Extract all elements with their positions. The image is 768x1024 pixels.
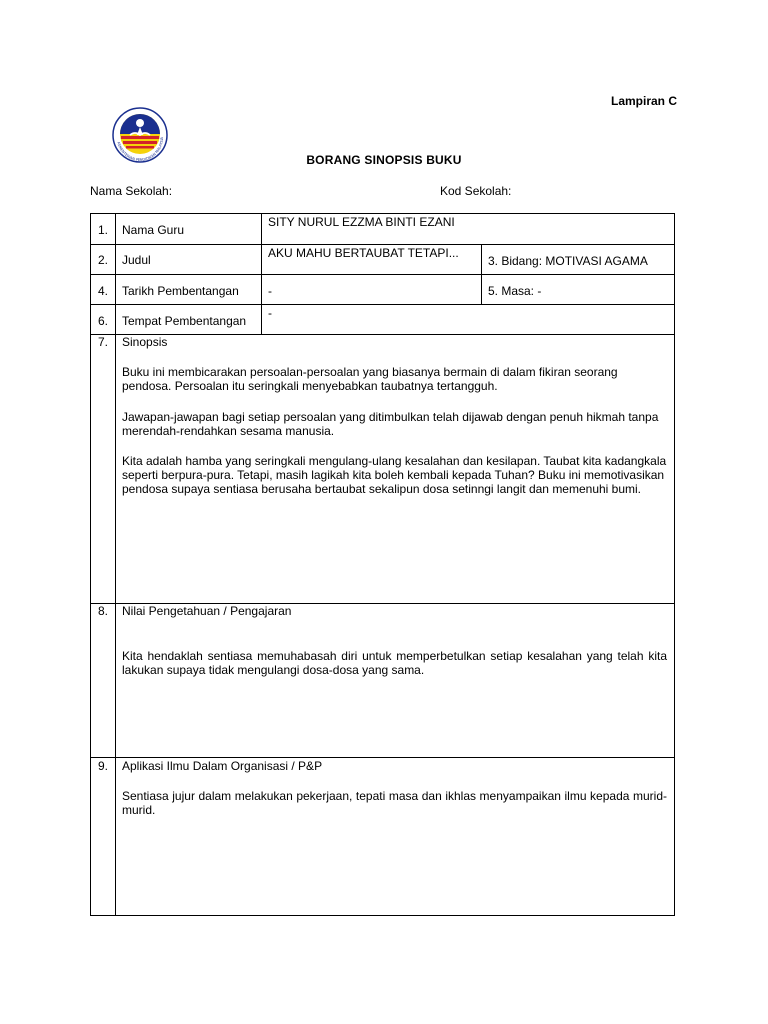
sinopsis-paragraph: Kita adalah hamba yang seringkali mengulang-ulang kesalahan dan kesilapan. Taubat kita kadangkala seperti berpura-pura. Tetapi, masih lagikah kita boleh kembali kepada Tuhan? Buku ini memotivasikan pendosa supaya sentiasa berusaha bertaubat sekalipun dosa setinngi langit dan memenuhi bumi. xyxy=(122,454,667,496)
row-number: 7. xyxy=(98,335,109,349)
school-info-row xyxy=(90,184,680,200)
bidang-field: 3. Bidang: MOTIVASI AGAMA xyxy=(488,254,648,268)
masa-field: 5. Masa: - xyxy=(488,284,542,298)
tarikh-pembentangan-label: Tarikh Pembentangan xyxy=(122,284,239,298)
aplikasi-ilmu-text: Sentiasa jujur dalam melakukan pekerjaan, tepati masa dan ikhlas menyampaikan ilmu kepada murid-murid. xyxy=(122,789,667,817)
nama-sekolah-label: Nama Sekolah: xyxy=(90,184,173,198)
logo-ring-text: KEMENTERIAN PENDIDIKAN MALAYSIA xyxy=(116,136,165,163)
lampiran-label: Lampiran C xyxy=(610,94,677,108)
nilai-pengetahuan-text: Kita hendaklah sentiasa memuhabasah diri untuk memperbetulkan setiap kesalahan yang telah kita lakukan supaya tidak mengulangi dosa-dosa yang sama. xyxy=(122,649,667,677)
nilai-pengetahuan-label: Nilai Pengetahuan / Pengajaran xyxy=(122,604,292,618)
tarikh-pembentangan-value: - xyxy=(268,284,272,298)
nama-guru-label: Nama Guru xyxy=(122,223,185,237)
row-number: 6. xyxy=(98,314,109,328)
row-number: 1. xyxy=(98,223,109,237)
sinopsis-label: Sinopsis xyxy=(122,335,168,349)
synopsis-form-table xyxy=(90,213,675,916)
judul-value: AKU MAHU BERTAUBAT TETAPI... xyxy=(268,246,459,260)
grid-line xyxy=(91,244,674,245)
grid-line xyxy=(91,274,674,275)
form-title: BORANG SINOPSIS BUKU xyxy=(306,153,462,167)
grid-line xyxy=(91,304,674,305)
row-number: 4. xyxy=(98,284,109,298)
sinopsis-paragraph: Jawapan-jawapan bagi setiap persoalan yang ditimbulkan telah dijawab dengan penuh hikmah tanpa merendah-rendahkan sesama manusia. xyxy=(122,410,659,438)
sinopsis-paragraph: Buku ini membicarakan persoalan-persoalan yang biasanya bermain di dalam fikiran seorang pendosa. Persoalan itu seringkali menyebabkan taubatnya tertangguh. xyxy=(122,365,618,393)
grid-line xyxy=(115,214,116,915)
nama-guru-value: SITY NURUL EZZMA BINTI EZANI xyxy=(268,215,455,229)
grid-line xyxy=(91,334,674,335)
tempat-pembentangan-label: Tempat Pembentangan xyxy=(122,314,247,328)
aplikasi-ilmu-label: Aplikasi Ilmu Dalam Organisasi / P&P xyxy=(122,759,323,773)
row-number: 2. xyxy=(98,253,109,267)
row-number: 9. xyxy=(98,759,109,773)
judul-label: Judul xyxy=(122,253,151,267)
tempat-pembentangan-value: - xyxy=(268,306,272,320)
row-number: 8. xyxy=(98,604,109,618)
kod-sekolah-label: Kod Sekolah: xyxy=(440,184,512,198)
grid-line xyxy=(91,757,674,758)
